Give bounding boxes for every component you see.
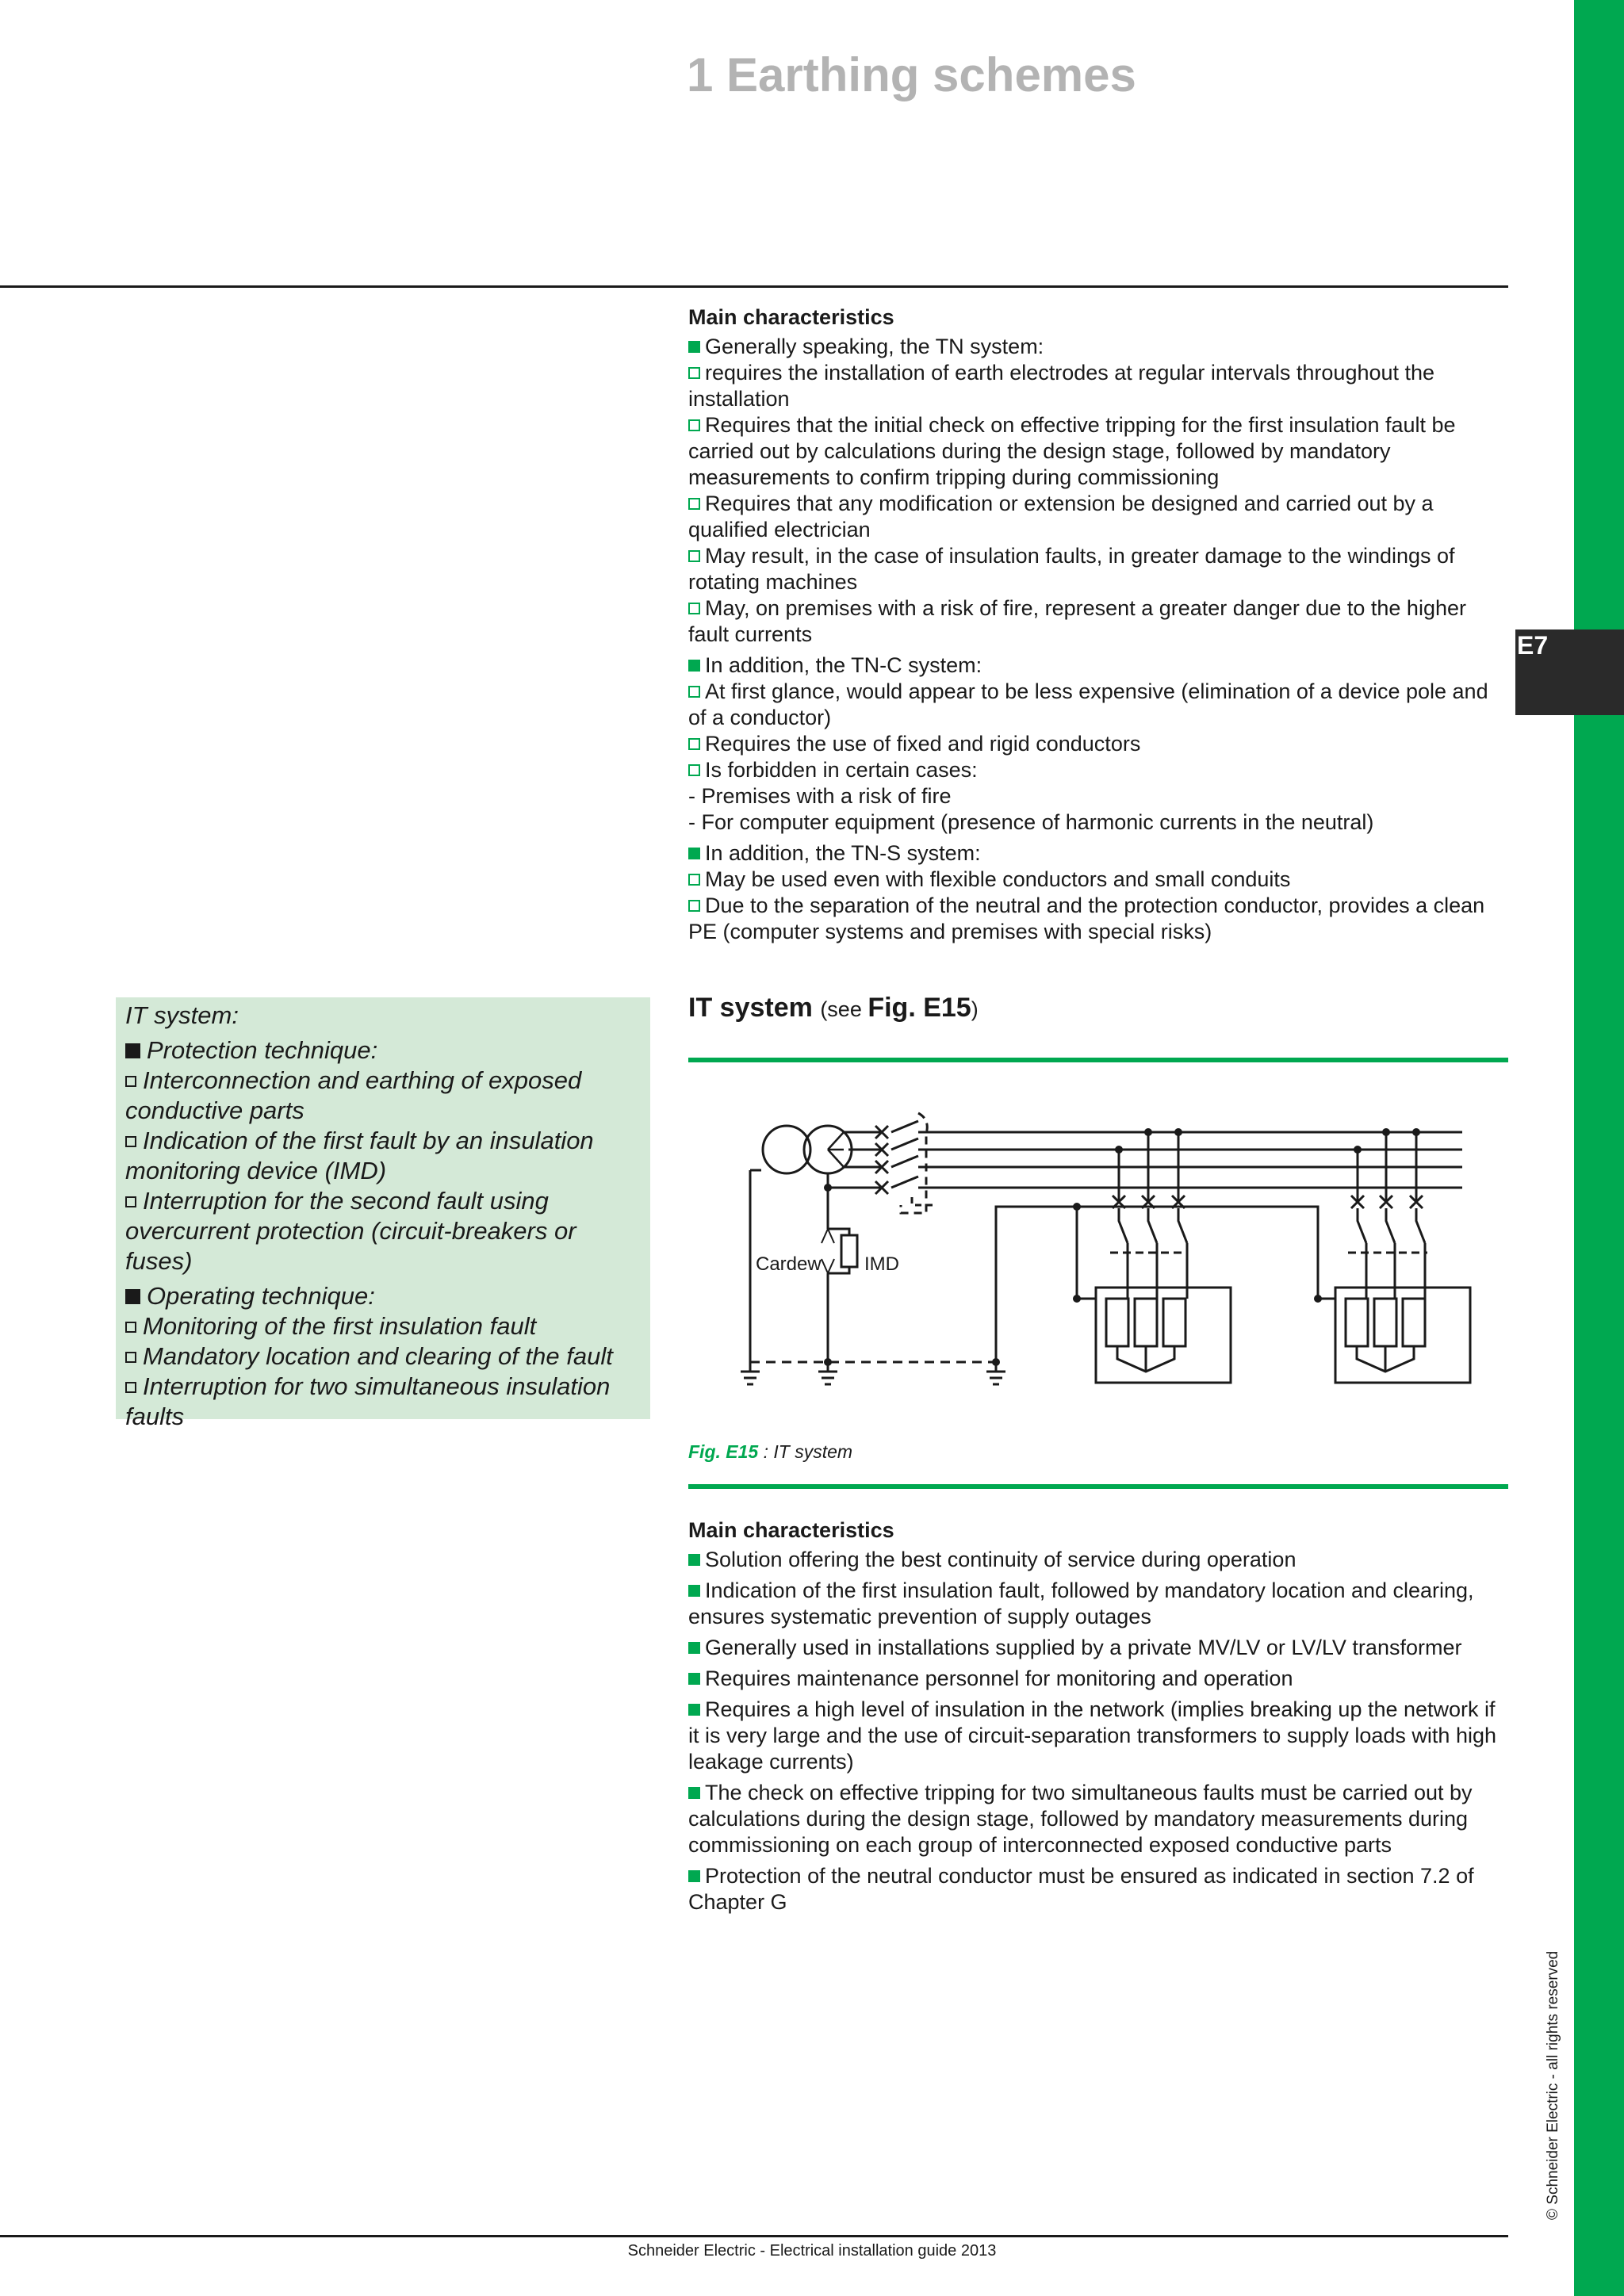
list-item: Mandatory location and clearing of the fault (125, 1341, 641, 1372)
sub-bullet-icon (125, 1382, 136, 1393)
list-item: Generally used in installations supplied by a private MV/LV or LV/LV transformer (688, 1635, 1508, 1661)
list-item: Interruption for the second fault using overcurrent protection (circuit-breakers or fuses) (125, 1187, 576, 1275)
list-item: The check on effective tripping for two simultaneous faults must be carried out by calculations during the design stage, followed by mandatory measurements during commissioning on each group of interconnected exposed conductive parts (688, 1781, 1473, 1857)
sub-bullet-icon (688, 603, 700, 614)
list-item: Protection of the neutral conductor must be ensured as indicated in section 7.2 of Chapter G (688, 1864, 1474, 1914)
bullet-icon (688, 848, 700, 859)
list-item: Due to the separation of the neutral and the protection conductor, provides a clean PE (computer systems and premises with special risks) (688, 894, 1485, 943)
list-item: Requires that the initial check on effective tripping for the first insulation fault be carried out by calculations during the design stage, followed by mandatory measurements to confirm tripping during commissioning (688, 413, 1456, 489)
list-item: - For computer equipment (presence of harmonic currents in the neutral) (688, 810, 1374, 834)
sub-bullet-icon (125, 1136, 136, 1147)
it-system-diagram (688, 1102, 1508, 1419)
list-item: In addition, the TN-C system: (688, 652, 1508, 679)
list-item: Indication of the first insulation fault, followed by mandatory location and clearing, ensures systematic prevention of supply outages (688, 1578, 1474, 1628)
it-characteristics (688, 1517, 1508, 1915)
figure-caption (688, 1441, 852, 1463)
bullet-icon (688, 1870, 700, 1882)
list-item: May result, in the case of insulation faults, in greater damage to the windings of rotating machines (688, 544, 1455, 594)
see-figure-ref: (see Fig. E15) (820, 993, 979, 1023)
list-item: Monitoring of the first insulation fault (125, 1311, 641, 1341)
list-item: Requires a high level of insulation in the network (implies breaking up the network if it is very large and the use of circuit-separation transformers to supply loads with high leakage currents) (688, 1697, 1496, 1774)
tn-heading: Main characteristics (688, 305, 894, 329)
imd-label: IMD (864, 1253, 899, 1275)
page-tab (1515, 629, 1624, 715)
bullet-icon (125, 1289, 140, 1304)
list-item: Requires the use of fixed and rigid conductors (688, 731, 1508, 757)
sub-bullet-icon (125, 1076, 136, 1087)
list-item: Operating technique: (125, 1281, 641, 1311)
it-title: IT system (688, 993, 813, 1023)
list-item: Protection technique: (125, 1035, 641, 1066)
tn-characteristics (688, 304, 1508, 945)
imd-resistor (841, 1235, 857, 1267)
bullet-icon (688, 1554, 700, 1566)
sub-bullet-icon (688, 900, 700, 912)
chapter-title: 1 Earthing schemes (687, 48, 1136, 101)
list-item: May be used even with flexible conductors and small conduits (688, 867, 1508, 893)
figure-bottom-rule (688, 1484, 1508, 1489)
bullet-icon (688, 1673, 700, 1685)
it-main-heading: Main characteristics (688, 1518, 894, 1542)
list-item: In addition, the TN-S system: (688, 840, 1508, 867)
sub-bullet-icon (688, 686, 700, 698)
sub-bullet-icon (688, 738, 700, 750)
copyright-notice: © Schneider Electric - all rights reserved (1545, 1950, 1561, 2220)
list-item: Interruption for two simultaneous insulation faults (125, 1372, 611, 1430)
list-item: Requires that any modification or extension be designed and carried out by a qualified electrician (688, 492, 1434, 541)
page-number: E7 (1517, 631, 1549, 660)
sub-bullet-icon (125, 1352, 136, 1363)
top-divider (0, 285, 1508, 288)
sub-bullet-icon (125, 1196, 136, 1207)
sub-bullet-icon (688, 874, 700, 886)
sub-bullet-icon (688, 367, 700, 379)
bullet-icon (688, 1787, 700, 1799)
list-item: Indication of the first fault by an insulation monitoring device (IMD) (125, 1127, 594, 1184)
it-section-heading (688, 993, 979, 1024)
bullet-icon (688, 1704, 700, 1716)
figure-top-rule (688, 1058, 1508, 1062)
pe-conductor (996, 1207, 1335, 1364)
page-footer: Schneider Electric - Electrical installation guide 2013 (627, 2242, 997, 2260)
list-item: requires the installation of earth electrodes at regular intervals throughout the installation (688, 361, 1435, 411)
list-item: Solution offering the best continuity of service during operation (688, 1547, 1508, 1573)
cardew-label: Cardew (756, 1253, 822, 1275)
bullet-icon (125, 1043, 140, 1058)
bullet-icon (688, 660, 700, 672)
earth-symbol (741, 1362, 760, 1384)
list-item: Is forbidden in certain cases: (688, 757, 1508, 783)
green-side-band (1574, 0, 1624, 2296)
sub-bullet-icon (688, 498, 700, 510)
bottom-divider (0, 2235, 1508, 2237)
sub-bullet-icon (688, 419, 700, 431)
list-item: Interconnection and earthing of exposed conductive parts (125, 1066, 582, 1124)
load-group-1 (1096, 1132, 1231, 1383)
it-summary-box (116, 997, 650, 1430)
figure-ref: Fig. E15 (688, 1441, 759, 1462)
list-item: - Premises with a risk of fire (688, 784, 952, 808)
sub-bullet-icon (688, 764, 700, 776)
list-item: Requires maintenance personnel for monitoring and operation (688, 1666, 1508, 1692)
sidebox-title: IT system: (125, 1001, 239, 1029)
sub-bullet-icon (125, 1322, 136, 1333)
list-item: May, on premises with a risk of fire, represent a greater danger due to the higher fault currents (688, 596, 1466, 646)
bullet-icon (688, 1585, 700, 1597)
figure-caption-text: : IT system (758, 1441, 853, 1462)
sub-bullet-icon (688, 550, 700, 562)
list-item: Generally speaking, the TN system: (688, 334, 1508, 360)
list-item: At first glance, would appear to be less expensive (elimination of a device pole and of a conductor) (688, 679, 1488, 729)
bullet-icon (688, 1642, 700, 1654)
bullet-icon (688, 341, 700, 353)
load-group-2 (1335, 1132, 1470, 1383)
